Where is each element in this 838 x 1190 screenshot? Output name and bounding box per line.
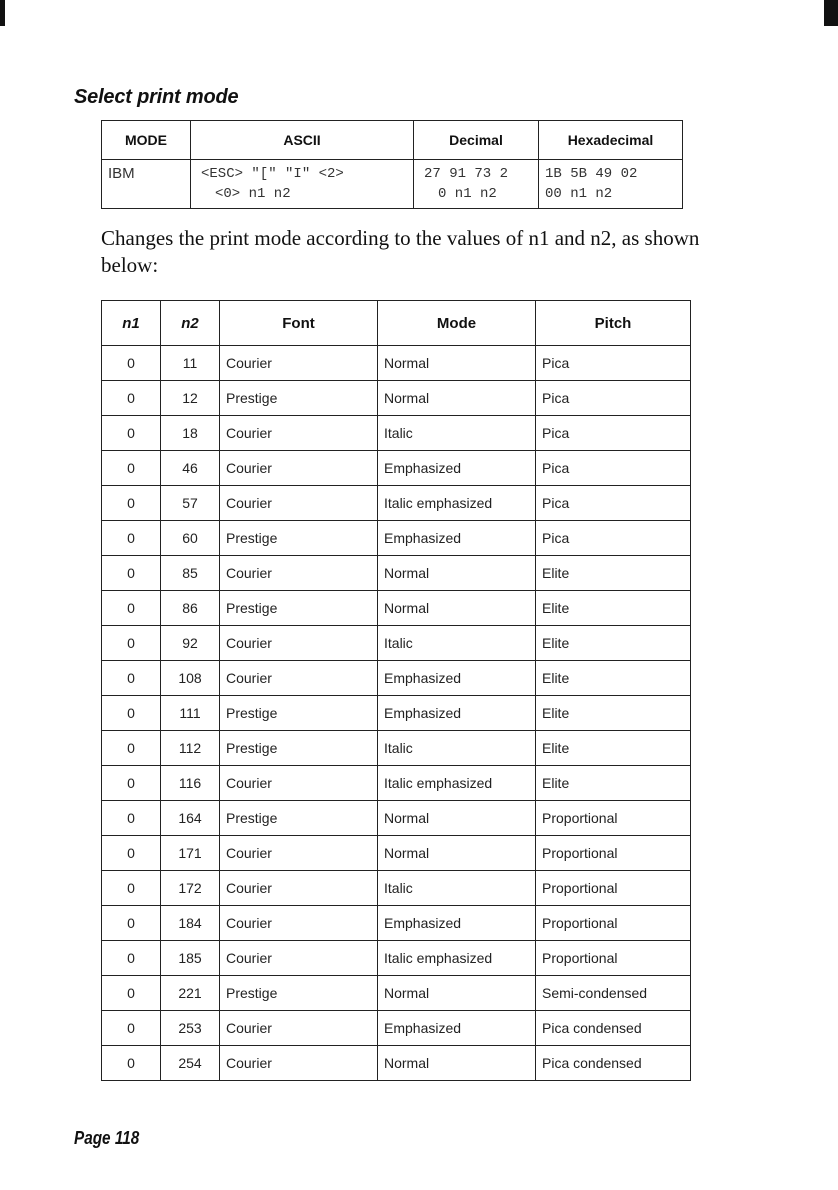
cell-pitch: Elite bbox=[536, 731, 691, 766]
table-row bbox=[102, 731, 691, 766]
cell-mode: Emphasized bbox=[378, 661, 536, 696]
header-ascii: ASCII bbox=[191, 121, 414, 160]
cell-n1: 0 bbox=[102, 486, 161, 521]
cell-n1: 0 bbox=[102, 416, 161, 451]
table-row bbox=[102, 976, 691, 1011]
section-title: Select print mode bbox=[74, 86, 239, 108]
cell-mode: Emphasized bbox=[378, 1011, 536, 1046]
table-row bbox=[102, 416, 691, 451]
hex-line-2: 00 n1 n2 bbox=[545, 186, 613, 202]
cell-font: Courier bbox=[220, 941, 378, 976]
cell-n2: 254 bbox=[161, 1046, 220, 1081]
cell-pitch: Pica bbox=[536, 521, 691, 556]
cell-font: Prestige bbox=[220, 976, 378, 1011]
cell-mode: Normal bbox=[378, 556, 536, 591]
ascii-line-1: <ESC> "[" "I" <2> bbox=[201, 166, 344, 182]
cell-pitch: Proportional bbox=[536, 941, 691, 976]
cell-pitch: Pica bbox=[536, 486, 691, 521]
cell-n1: 0 bbox=[102, 871, 161, 906]
table-row bbox=[102, 521, 691, 556]
cell-n2: 172 bbox=[161, 871, 220, 906]
cell-mode: Italic bbox=[378, 731, 536, 766]
cell-n1: 0 bbox=[102, 591, 161, 626]
command-table bbox=[101, 120, 683, 209]
cell-n1: 0 bbox=[102, 906, 161, 941]
ascii-line-2: <0> n1 n2 bbox=[215, 186, 291, 202]
table-row bbox=[102, 906, 691, 941]
scan-mark-left bbox=[0, 0, 5, 26]
cell-mode: Italic bbox=[378, 871, 536, 906]
cell-font: Prestige bbox=[220, 521, 378, 556]
cell-font: Courier bbox=[220, 766, 378, 801]
cell-pitch: Elite bbox=[536, 556, 691, 591]
header-font: Font bbox=[220, 301, 378, 346]
print-mode-table bbox=[101, 300, 691, 1081]
cell-n1: 0 bbox=[102, 626, 161, 661]
table-row bbox=[102, 941, 691, 976]
cell-font: Courier bbox=[220, 871, 378, 906]
cell-font: Prestige bbox=[220, 696, 378, 731]
cell-pitch: Elite bbox=[536, 591, 691, 626]
command-table-header bbox=[102, 121, 683, 160]
cell-mode: Emphasized bbox=[378, 521, 536, 556]
cell-font: Courier bbox=[220, 486, 378, 521]
cell-mode: Normal bbox=[378, 836, 536, 871]
cell-n1: 0 bbox=[102, 556, 161, 591]
decimal-line-2: 0 n1 n2 bbox=[438, 186, 497, 202]
cell-n1: 0 bbox=[102, 1011, 161, 1046]
cell-n2: 46 bbox=[161, 451, 220, 486]
cell-mode: Italic emphasized bbox=[378, 766, 536, 801]
cell-mode: Normal bbox=[378, 381, 536, 416]
cell-mode: Normal bbox=[378, 346, 536, 381]
cell-n2: 253 bbox=[161, 1011, 220, 1046]
mode-table-header bbox=[102, 301, 691, 346]
table-row bbox=[102, 801, 691, 836]
cell-pitch: Elite bbox=[536, 766, 691, 801]
cell-mode: Normal bbox=[378, 801, 536, 836]
cell-font: Courier bbox=[220, 1011, 378, 1046]
cell-mode: Normal bbox=[378, 591, 536, 626]
cell-n2: 112 bbox=[161, 731, 220, 766]
cell-mode: Normal bbox=[378, 1046, 536, 1081]
cell-n2: 60 bbox=[161, 521, 220, 556]
table-row bbox=[102, 346, 691, 381]
cell-pitch: Proportional bbox=[536, 871, 691, 906]
cell-n2: 221 bbox=[161, 976, 220, 1011]
cell-n1: 0 bbox=[102, 451, 161, 486]
table-row bbox=[102, 381, 691, 416]
cell-n1: 0 bbox=[102, 696, 161, 731]
cell-font: Prestige bbox=[220, 801, 378, 836]
cell-font: Courier bbox=[220, 661, 378, 696]
cell-n2: 85 bbox=[161, 556, 220, 591]
cell-n1: 0 bbox=[102, 346, 161, 381]
cell-mode: Emphasized bbox=[378, 906, 536, 941]
header-n2: n2 bbox=[161, 301, 220, 346]
header-mode: MODE bbox=[102, 121, 191, 160]
cell-n1: 0 bbox=[102, 976, 161, 1011]
command-row bbox=[102, 160, 683, 209]
table-row bbox=[102, 486, 691, 521]
cell-decimal bbox=[414, 160, 539, 209]
cell-font: Courier bbox=[220, 556, 378, 591]
cell-pitch: Proportional bbox=[536, 801, 691, 836]
cell-mode: Italic emphasized bbox=[378, 941, 536, 976]
hex-line-1: 1B 5B 49 02 bbox=[545, 166, 638, 182]
cell-pitch: Pica condensed bbox=[536, 1011, 691, 1046]
table-row bbox=[102, 1011, 691, 1046]
cell-pitch: Pica bbox=[536, 346, 691, 381]
table-row bbox=[102, 626, 691, 661]
cell-n2: 92 bbox=[161, 626, 220, 661]
table-row bbox=[102, 766, 691, 801]
mode-table-body bbox=[102, 346, 691, 1081]
cell-n2: 111 bbox=[161, 696, 220, 731]
cell-mode: Italic bbox=[378, 416, 536, 451]
header-mode: Mode bbox=[378, 301, 536, 346]
decimal-line-1: 27 91 73 2 bbox=[424, 166, 509, 182]
cell-mode: Italic bbox=[378, 626, 536, 661]
header-pitch: Pitch bbox=[536, 301, 691, 346]
cell-font: Courier bbox=[220, 451, 378, 486]
table-row bbox=[102, 1046, 691, 1081]
cell-n2: 108 bbox=[161, 661, 220, 696]
cell-pitch: Proportional bbox=[536, 836, 691, 871]
cell-pitch: Proportional bbox=[536, 906, 691, 941]
cell-n2: 12 bbox=[161, 381, 220, 416]
cell-pitch: Elite bbox=[536, 696, 691, 731]
cell-font: Courier bbox=[220, 1046, 378, 1081]
cell-font: Courier bbox=[220, 836, 378, 871]
table-row bbox=[102, 661, 691, 696]
cell-n2: 86 bbox=[161, 591, 220, 626]
cell-n1: 0 bbox=[102, 1046, 161, 1081]
cell-n2: 57 bbox=[161, 486, 220, 521]
page-number: Page 118 bbox=[74, 1128, 140, 1148]
header-decimal: Decimal bbox=[414, 121, 539, 160]
cell-mode: IBM bbox=[102, 160, 191, 209]
cell-font: Prestige bbox=[220, 381, 378, 416]
header-hexadecimal: Hexadecimal bbox=[539, 121, 683, 160]
cell-n2: 11 bbox=[161, 346, 220, 381]
cell-n2: 116 bbox=[161, 766, 220, 801]
cell-n1: 0 bbox=[102, 766, 161, 801]
cell-font: Courier bbox=[220, 346, 378, 381]
cell-n2: 171 bbox=[161, 836, 220, 871]
cell-n2: 185 bbox=[161, 941, 220, 976]
cell-n1: 0 bbox=[102, 731, 161, 766]
cell-pitch: Pica bbox=[536, 416, 691, 451]
cell-mode: Emphasized bbox=[378, 696, 536, 731]
cell-n1: 0 bbox=[102, 801, 161, 836]
cell-n2: 184 bbox=[161, 906, 220, 941]
table-row bbox=[102, 451, 691, 486]
cell-n1: 0 bbox=[102, 381, 161, 416]
cell-mode: Italic emphasized bbox=[378, 486, 536, 521]
cell-n1: 0 bbox=[102, 941, 161, 976]
cell-pitch: Elite bbox=[536, 661, 691, 696]
cell-font: Courier bbox=[220, 416, 378, 451]
cell-font: Prestige bbox=[220, 591, 378, 626]
cell-ascii bbox=[191, 160, 414, 209]
description: Changes the print mode according to the values of n1 and n2, as shown below: bbox=[101, 226, 700, 277]
cell-n2: 18 bbox=[161, 416, 220, 451]
header-n1: n1 bbox=[102, 301, 161, 346]
cell-mode: Emphasized bbox=[378, 451, 536, 486]
cell-pitch: Semi-condensed bbox=[536, 976, 691, 1011]
table-row bbox=[102, 871, 691, 906]
table-row bbox=[102, 591, 691, 626]
cell-n2: 164 bbox=[161, 801, 220, 836]
cell-n1: 0 bbox=[102, 836, 161, 871]
cell-n1: 0 bbox=[102, 661, 161, 696]
cell-font: Courier bbox=[220, 906, 378, 941]
cell-pitch: Elite bbox=[536, 626, 691, 661]
cell-font: Prestige bbox=[220, 731, 378, 766]
cell-pitch: Pica bbox=[536, 381, 691, 416]
cell-pitch: Pica bbox=[536, 451, 691, 486]
cell-pitch: Pica condensed bbox=[536, 1046, 691, 1081]
table-row bbox=[102, 556, 691, 591]
scan-mark-right bbox=[824, 0, 838, 26]
cell-font: Courier bbox=[220, 626, 378, 661]
cell-hexadecimal bbox=[539, 160, 683, 209]
table-row bbox=[102, 836, 691, 871]
cell-mode: Normal bbox=[378, 976, 536, 1011]
table-row bbox=[102, 696, 691, 731]
cell-n1: 0 bbox=[102, 521, 161, 556]
